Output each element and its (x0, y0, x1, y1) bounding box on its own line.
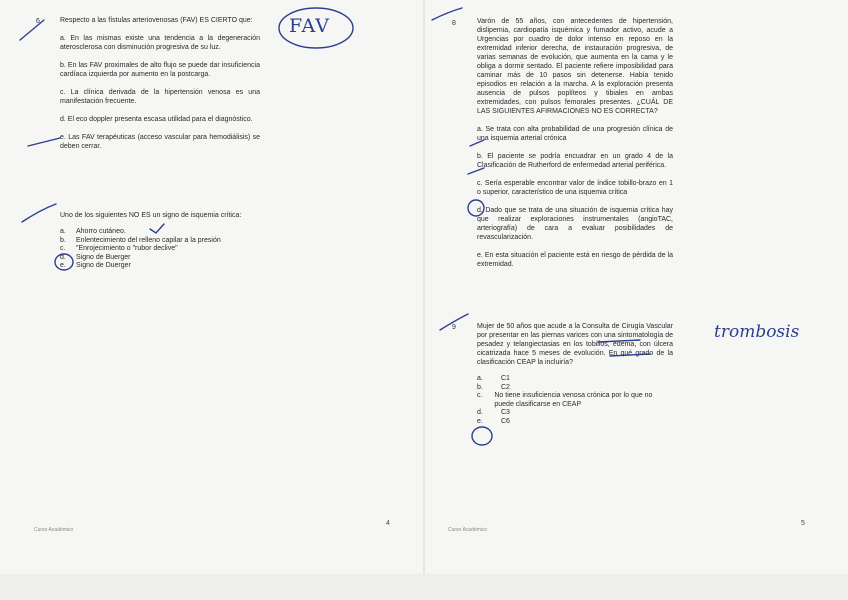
question-9 (477, 322, 673, 426)
question-9-stem: Mujer de 50 años que acude a la Consulta de Cirugía Vascular por presentar en las piernas varices con una sintomatología de pesadez y telangiectasias en los tobillos, edema, con úlcera cicatrizada hace 5 meses de evolución. En qué grado de la clasificación CEAP la incluiría? (477, 323, 673, 366)
question-8-option-a: a. Se trata con alta probabilidad de una progresión clínica de una isquemia arterial crónica (477, 126, 673, 142)
question-7-stem: Uno de los siguientes NO ES un signo de isquemia crítica: (60, 212, 242, 219)
question-6-option-e: e. Las FAV terapéuticas (acceso vascular para hemodiálisis) se deben cerrar. (60, 134, 260, 150)
question-8-stem: Varón de 55 años, con antecedentes de hipertensión, dislipemia, cardiopatía isquémica y fumador activo, acude a Urgencias por cuadro de dolor intenso en reposo en la extremidad inferior derecha, de instauración progresiva, de varias semanas de evolución, que aumenta en la cama y le obliga a dormir sentado. El paciente refiere imposibilidad para caminar más de 10 pasos sin detenerse. Había tenido episodios en relación a la marcha. A la exploración presenta ausencia de pulsos poplíteos y tibiales en ambas extremidades, con pulsos femorales presentes. ¿CUÁL DE LAS SIGUIENTES AFIRMACIONES NO ES CORRECTA? (477, 18, 673, 115)
question-6-option-b: b. En las FAV proximales de alto flujo se puede dar insuficiencia cardíaca izquierda por aumento en la postcarga. (60, 62, 260, 78)
question-6-stem: Respecto a las fístulas arteriovenosas (FAV) ES CIERTO que: (60, 17, 253, 24)
handwritten-side-note: trombosis (714, 322, 800, 342)
question-6-option-a: a. En las mismas existe una tendencia a la degeneración aterosclerosa con disminución progresiva de su luz. (60, 35, 260, 51)
question-8 (477, 17, 673, 278)
question-9-option: e. C6 (477, 417, 510, 425)
question-9-option: a. C1 (477, 375, 510, 382)
question-8-option-b: b. El paciente se podría encuadrar en un grado 4 de la Clasificación de Rutherford de enfermedad arterial periférica. (477, 153, 673, 169)
question-7-option: e. Signo de Duerger (60, 262, 131, 269)
question-9-option: c. No tiene insuficiencia venosa crónica por lo que no puede clasificarse en CEAP (477, 392, 653, 408)
question-7-option: c. "Enrojecimiento o "rubor declive" (60, 245, 178, 252)
right-page-number: 5 (801, 520, 805, 527)
q9-option-e-circle (472, 427, 492, 445)
q6-answer-mark (20, 20, 44, 40)
question-9-number: 9 (452, 324, 456, 331)
question-7 (60, 211, 260, 271)
question-7-option: d. Signo de Buerger (60, 253, 131, 261)
scan-bottom-edge (0, 574, 848, 600)
question-7-option: b. Enlentecimiento del relleno capilar a la presión (60, 236, 221, 244)
right-footer: Curso Académico (448, 527, 488, 533)
page-fold (423, 0, 425, 600)
question-7-option: a. Ahorro cutáneo. (60, 228, 126, 235)
q8-answer-mark (432, 8, 462, 20)
question-8-option-d: d. Dado que se trata de una situación de isquemia crítica hay que realizar exploraciones instrumentales (angioTAC, arteriografía) de cara a evaluar posibilidades de revascularización. (477, 207, 673, 241)
left-footer: Curso Académico (34, 527, 74, 533)
question-6 (60, 16, 260, 160)
question-8-number: 8 (452, 20, 456, 27)
question-9-option: d. C3 (477, 409, 510, 416)
question-6-number: 6 (36, 18, 40, 25)
question-8-option-e: e. En esta situación el paciente está en riesgo de pérdida de la extremidad. (477, 252, 673, 268)
question-6-option-c: c. La clínica derivada de la hipertensión venosa es una manifestación frecuente. (60, 89, 260, 105)
question-8-option-c: c. Sería esperable encontrar valor de índice tobillo-brazo en 1 o superior, característico de una isquemia crítica (477, 180, 673, 196)
question-9-option: b. C2 (477, 383, 510, 391)
q6-option-d-mark (28, 138, 60, 146)
handwritten-fav-label: FAV (289, 15, 331, 37)
q7-answer-mark (22, 204, 56, 222)
question-6-option-d: d. El eco doppler presenta escasa utilidad para el diagnóstico. (60, 116, 253, 123)
left-page-number: 4 (386, 520, 390, 527)
